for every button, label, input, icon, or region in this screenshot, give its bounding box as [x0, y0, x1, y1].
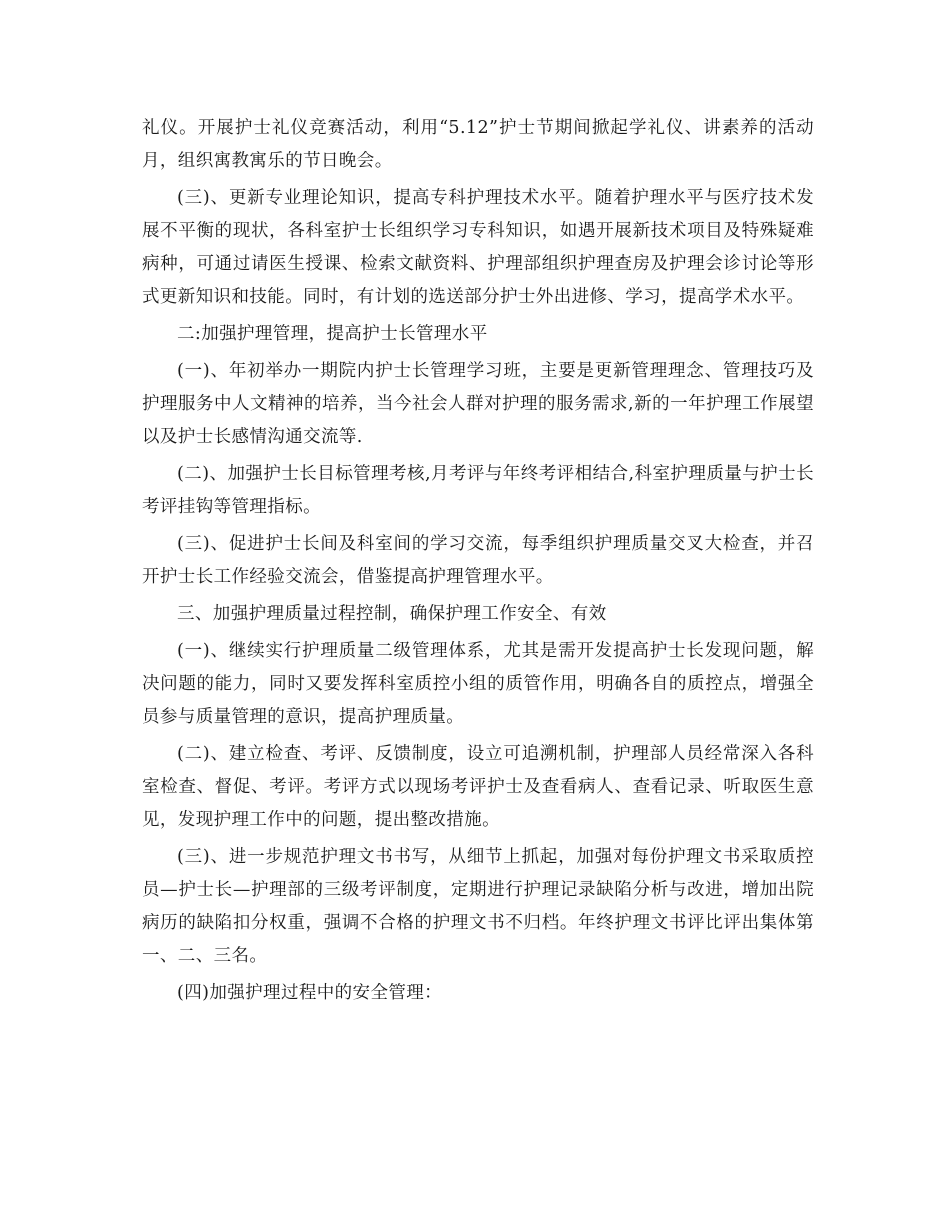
paragraph-item-2-inspection: (二)、建立检查、考评、反馈制度，设立可追溯机制，护理部人员经常深入各科室检查、督促、考评。考评方式以现场考评护士及查看病人、查看记录、听取医生意见，发现护理工作中的问题，提出整改措施。 — [142, 744, 814, 830]
paragraph-item-1-training-class: (一)、年初举办一期院内护士长管理学习班，主要是更新管理理念、管理技巧及护理服务中人文精神的培养，当今社会人群对护理的服务需求,新的一年护理工作展望以及护士长感情沟通交流等. — [142, 361, 814, 447]
paragraph-item-3-update-knowledge: (三)、更新专业理论知识，提高专科护理技术水平。随着护理水平与医疗技术发展不平衡的现状，各科室护士长组织学习专科知识，如遇开展新技术项目及特殊疑难病种，可通过请医生授课、检索文献资料、护理部组织护理查房及护理会诊讨论等形式更新知识和技能。同时，有计划的选送部分护士外出进修、学习，提高学术水平。 — [142, 188, 814, 307]
document-page — [142, 112, 814, 1010]
section-heading-3: 三、加强护理质量过程控制，确保护理工作安全、有效 — [177, 604, 607, 624]
section-heading-2: 二:加强护理管理，提高护士长管理水平 — [177, 324, 488, 344]
paragraph-item-4-safety: (四)加强护理过程中的安全管理： — [177, 983, 443, 1003]
paragraph-item-1-quality-system: (一)、继续实行护理质量二级管理体系，尤其是需开发提高护士长发现问题，解决问题的能力，同时又要发挥科室质控小组的质管作用，明确各自的质控点，增强全员参与质量管理的意识，提高护理质量。 — [142, 641, 814, 727]
paragraph-item-3-exchange: (三)、促进护士长间及科室间的学习交流，每季组织护理质量交叉大检查，并召开护士长工作经验交流会，借鉴提高护理管理水平。 — [142, 534, 814, 587]
paragraph-item-2-target-management: (二)、加强护士长目标管理考核,月考评与年终考评相结合,科室护理质量与护士长考评挂钩等管理指标。 — [142, 464, 814, 517]
paragraph-continuation: 礼仪。开展护士礼仪竞赛活动，利用“5.12”护士节期间掀起学礼仪、讲素养的活动月，组织寓教寓乐的节日晚会。 — [142, 118, 814, 171]
paragraph-item-3-documentation: (三)、进一步规范护理文书书写，从细节上抓起，加强对每份护理文书采取质控员—护士长—护理部的三级考评制度，定期进行护理记录缺陷分析与改进，增加出院病历的缺陷扣分权重，强调不合格的护理文书不归档。年终护理文书评比评出集体第一、二、三名。 — [142, 847, 814, 966]
